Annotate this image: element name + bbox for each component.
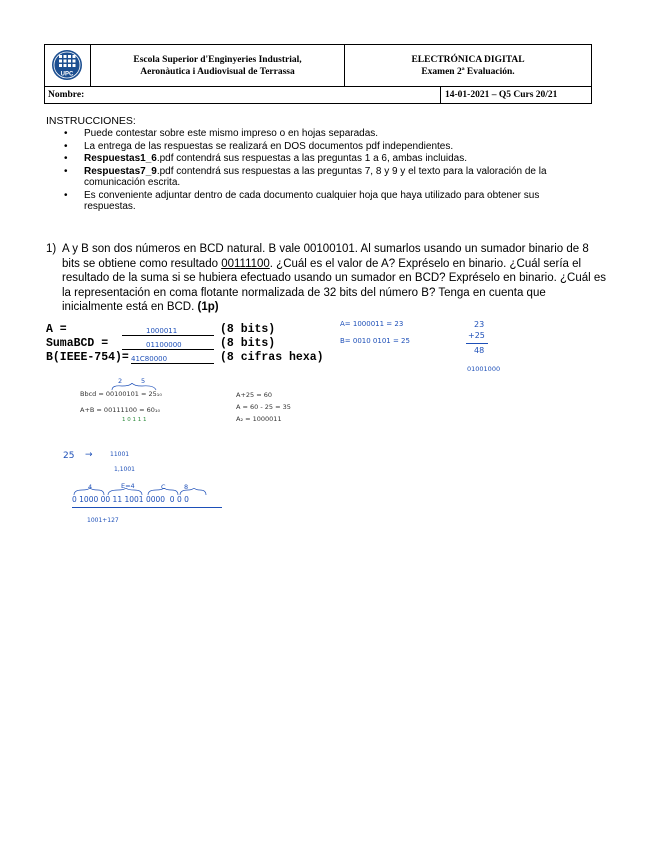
instructions-list xyxy=(46,128,586,214)
instruction-text: .pdf contendrá sus respuestas a las preguntas 7, 8 y 9 y el texto para la valoración de la comunicación escrita. xyxy=(84,165,547,188)
instruction-item: • La entrega de las respuestas se realizará en DOS documentos pdf independientes. xyxy=(84,141,586,153)
doc-name-1: Respuestas1_6 xyxy=(84,153,157,164)
pencil-eq1: A+25 = 60 xyxy=(236,391,273,399)
pencil-eq2: A = 60 - 25 = 35 xyxy=(236,403,291,411)
note-a-value: A= 1000011 = 23 xyxy=(340,320,404,328)
note-ieee-underline xyxy=(72,507,222,508)
note-arrow: → xyxy=(85,450,93,460)
answer-a-line xyxy=(122,335,214,336)
answer-suma-unit: (8 bits) xyxy=(220,337,276,350)
subject-block xyxy=(345,45,591,87)
question-points: (1p) xyxy=(197,301,219,313)
pencil-b-bcd: Bbcd = 00100101 = 25₁₀ xyxy=(80,390,163,398)
pencil-digit-5: 5 xyxy=(141,377,146,385)
instruction-item xyxy=(84,153,586,165)
note-sum-23: 23 xyxy=(474,320,485,329)
note-exp-e4: E=4 xyxy=(121,482,135,490)
instructions-title: INSTRUCCIONES: xyxy=(46,115,136,127)
answer-suma-label: SumaBCD = xyxy=(46,337,109,350)
upc-logo-text: UPC xyxy=(60,71,74,78)
pencil-a-plus-b: A+B = 00111100 = 60₁₀ xyxy=(80,406,161,414)
answer-a-label: A = xyxy=(46,323,67,336)
instruction-item xyxy=(84,166,586,189)
note-ieee-word: 0 1000 00 11 1001 0000 0 0 0 xyxy=(72,495,189,504)
note-sum-line xyxy=(466,343,488,344)
note-hex-4: 4 xyxy=(88,483,93,491)
question-1 xyxy=(46,242,606,315)
question-text-b: . ¿Cuál es el valor de A? Expréselo en binario. ¿Cuál sería el resultado de la suma si se hubiera efectuado usando un sumador en BCD? Expréselo en binario. ¿Cuál es la representación en coma flotante normalizada de 32 bits del número B? Tenga en cuenta que inicialmente está en BCD. xyxy=(62,257,607,313)
exam-date: 14-01-2021 – Q5 Curs 20/21 xyxy=(445,90,558,100)
question-number: 1) xyxy=(46,243,57,255)
answer-suma-line xyxy=(122,349,214,350)
subject-title: ELECTRÓNICA DIGITAL xyxy=(411,54,525,65)
note-b-value: B= 0010 0101 = 25 xyxy=(340,337,410,345)
answer-a-value: 1000011 xyxy=(146,327,178,335)
name-field: Nombre: xyxy=(45,87,441,103)
upc-logo xyxy=(45,45,89,85)
school-name-line1: Escola Superior d'Enginyeries Industrial, xyxy=(133,54,302,65)
note-hex-c: C xyxy=(161,483,166,491)
question-text-a: A y B son dos números en BCD natural. B vale 00100101. Al sumarlos usando un sumador binario de 8 bits se obtiene como resultado xyxy=(62,243,589,270)
note-hex-8: 8 xyxy=(184,483,189,491)
instruction-text: .pdf contendrá sus respuestas a las preguntas 1 a 6, ambas incluidas. xyxy=(156,153,468,164)
instruction-item: • Es conveniente adjuntar dentro de cada documento cualquier hoja que haya utilizado para obtener sus respuestas. xyxy=(84,190,586,213)
answer-ieee-line xyxy=(131,363,214,364)
pencil-digit-2: 2 xyxy=(118,377,123,385)
pencil-eq3: A₂ = 1000011 xyxy=(236,415,282,423)
note-exponent: 1001+127 xyxy=(87,517,119,524)
answer-ieee-value: 41C80000 xyxy=(131,355,168,363)
exam-title: Examen 2ª Evaluación. xyxy=(421,66,515,77)
answer-ieee-label: B(IEEE-754)= xyxy=(46,351,129,364)
answer-ieee-unit: (8 cifras hexa) xyxy=(220,351,324,364)
instruction-item: • Puede contestar sobre este mismo impreso o en hojas separadas. xyxy=(84,128,586,140)
note-25: 25 xyxy=(63,451,75,461)
upc-logo-cell xyxy=(45,45,91,87)
note-sum-48: 48 xyxy=(474,346,485,355)
note-sum-25: +25 xyxy=(468,331,485,340)
doc-name-2: Respuestas7_9 xyxy=(84,165,157,177)
question-text xyxy=(62,242,606,315)
answer-a-unit: (8 bits) xyxy=(220,323,276,336)
school-name xyxy=(91,45,345,87)
question-result: 00111100 xyxy=(221,257,270,270)
note-sum-binary: 01001000 xyxy=(467,365,501,373)
note-25-binary: 11001 xyxy=(110,451,130,458)
school-name-line2: Aeronàutica i Audiovisual de Terrassa xyxy=(140,66,295,77)
answer-suma-value: 01100000 xyxy=(146,341,182,349)
note-normalized: 1,1001 xyxy=(114,466,135,473)
exam-header xyxy=(44,44,592,104)
pencil-carries: 1 0 1 1 1 xyxy=(122,417,147,423)
